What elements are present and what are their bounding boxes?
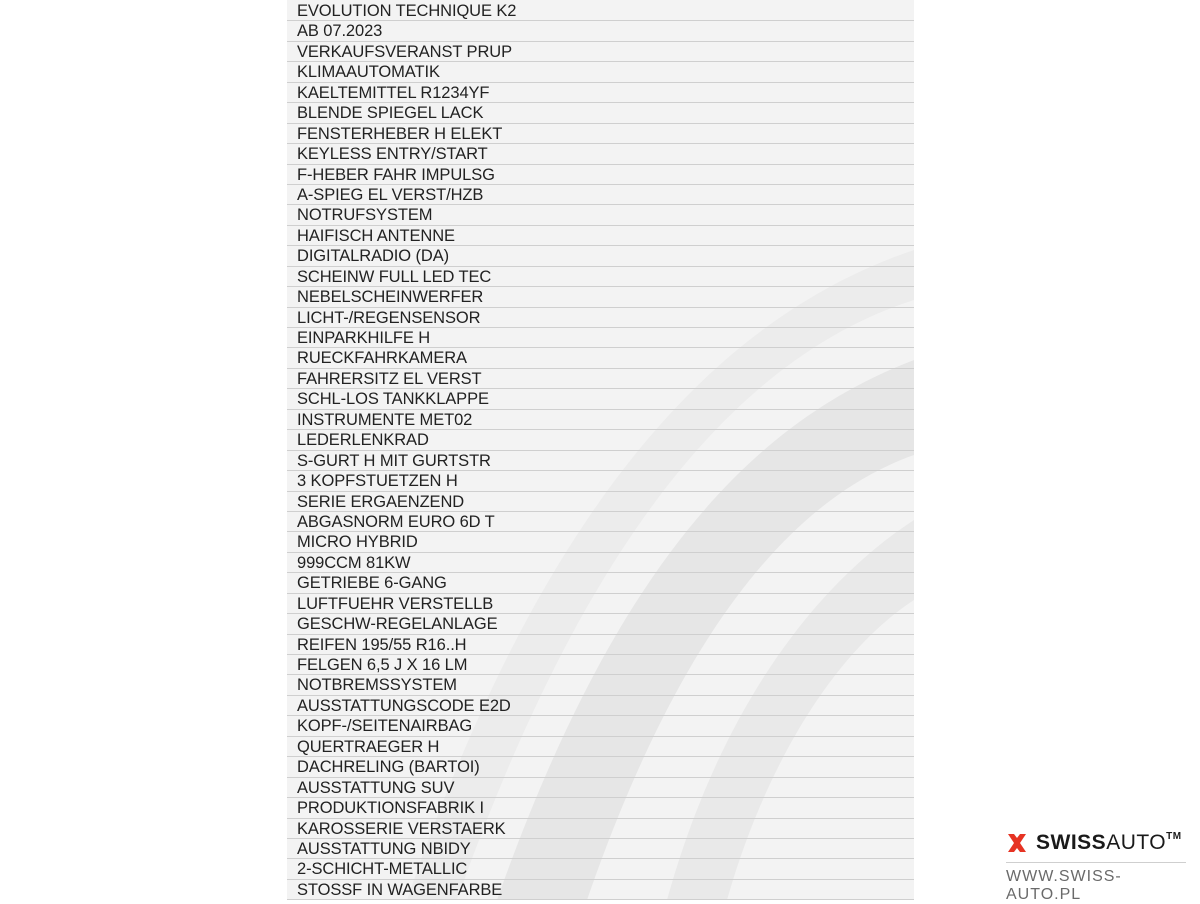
equipment-item: NOTBREMSSYSTEM (287, 675, 914, 695)
equipment-item: EVOLUTION TECHNIQUE K2 (287, 1, 914, 21)
trademark-symbol: TM (1166, 831, 1182, 842)
equipment-item: SCHL-LOS TANKKLAPPE (287, 389, 914, 409)
swiss-cross-logo-icon (1006, 832, 1028, 854)
equipment-item: AUSSTATTUNG SUV (287, 778, 914, 798)
equipment-item: AUSSTATTUNGSCODE E2D (287, 696, 914, 716)
equipment-item: KOPF-/SEITENAIRBAG (287, 716, 914, 736)
equipment-item: EINPARKHILFE H (287, 328, 914, 348)
equipment-item: STOSSF IN WAGENFARBE (287, 880, 914, 900)
equipment-item: KEYLESS ENTRY/START (287, 144, 914, 164)
equipment-item: ABGASNORM EURO 6D T (287, 512, 914, 532)
equipment-item: 3 KOPFSTUETZEN H (287, 471, 914, 491)
equipment-item: GESCHW-REGELANLAGE (287, 614, 914, 634)
equipment-item: NOTRUFSYSTEM (287, 205, 914, 225)
equipment-item: LICHT-/REGENSENSOR (287, 308, 914, 328)
equipment-item: F-HEBER FAHR IMPULSG (287, 165, 914, 185)
equipment-item: A-SPIEG EL VERST/HZB (287, 185, 914, 205)
equipment-item: PRODUKTIONSFABRIK I (287, 798, 914, 818)
equipment-item: GETRIEBE 6-GANG (287, 573, 914, 593)
equipment-item: AUSSTATTUNG NBIDY (287, 839, 914, 859)
equipment-item: FAHRERSITZ EL VERST (287, 369, 914, 389)
equipment-item: DACHRELING (BARTOI) (287, 757, 914, 777)
equipment-item: AB 07.2023 (287, 21, 914, 41)
equipment-item: DIGITALRADIO (DA) (287, 246, 914, 266)
equipment-item: S-GURT H MIT GURTSTR (287, 451, 914, 471)
equipment-item: FELGEN 6,5 J X 16 LM (287, 655, 914, 675)
equipment-item: KAROSSERIE VERSTAERK (287, 819, 914, 839)
equipment-list (287, 1, 914, 900)
equipment-item: KLIMAAUTOMATIK (287, 62, 914, 82)
brand-name (1036, 831, 1182, 855)
equipment-item: RUECKFAHRKAMERA (287, 348, 914, 368)
logo-divider (1006, 862, 1186, 863)
equipment-item: QUERTRAEGER H (287, 737, 914, 757)
equipment-item: BLENDE SPIEGEL LACK (287, 103, 914, 123)
equipment-item: SCHEINW FULL LED TEC (287, 267, 914, 287)
equipment-item: KAELTEMITTEL R1234YF (287, 83, 914, 103)
equipment-item: 2-SCHICHT-METALLIC (287, 859, 914, 879)
equipment-item: VERKAUFSVERANST PRUP (287, 42, 914, 62)
equipment-item: LUFTFUEHR VERSTELLB (287, 594, 914, 614)
equipment-item: INSTRUMENTE MET02 (287, 410, 914, 430)
equipment-item: REIFEN 195/55 R16..H (287, 635, 914, 655)
equipment-item: FENSTERHEBER H ELEKT (287, 124, 914, 144)
brand-name-bold: SWISS (1036, 831, 1107, 854)
brand-url: WWW.SWISS-AUTO.PL (1006, 868, 1122, 903)
logo-row (1006, 830, 1186, 856)
equipment-item: MICRO HYBRID (287, 532, 914, 552)
equipment-item: HAIFISCH ANTENNE (287, 226, 914, 246)
equipment-item: SERIE ERGAENZEND (287, 492, 914, 512)
equipment-item: 999CCM 81KW (287, 553, 914, 573)
equipment-item: NEBELSCHEINWERFER (287, 287, 914, 307)
equipment-sheet (287, 0, 914, 900)
equipment-item: LEDERLENKRAD (287, 430, 914, 450)
brand-name-light: AUTO (1106, 831, 1167, 854)
swissauto-watermark (1006, 830, 1186, 904)
